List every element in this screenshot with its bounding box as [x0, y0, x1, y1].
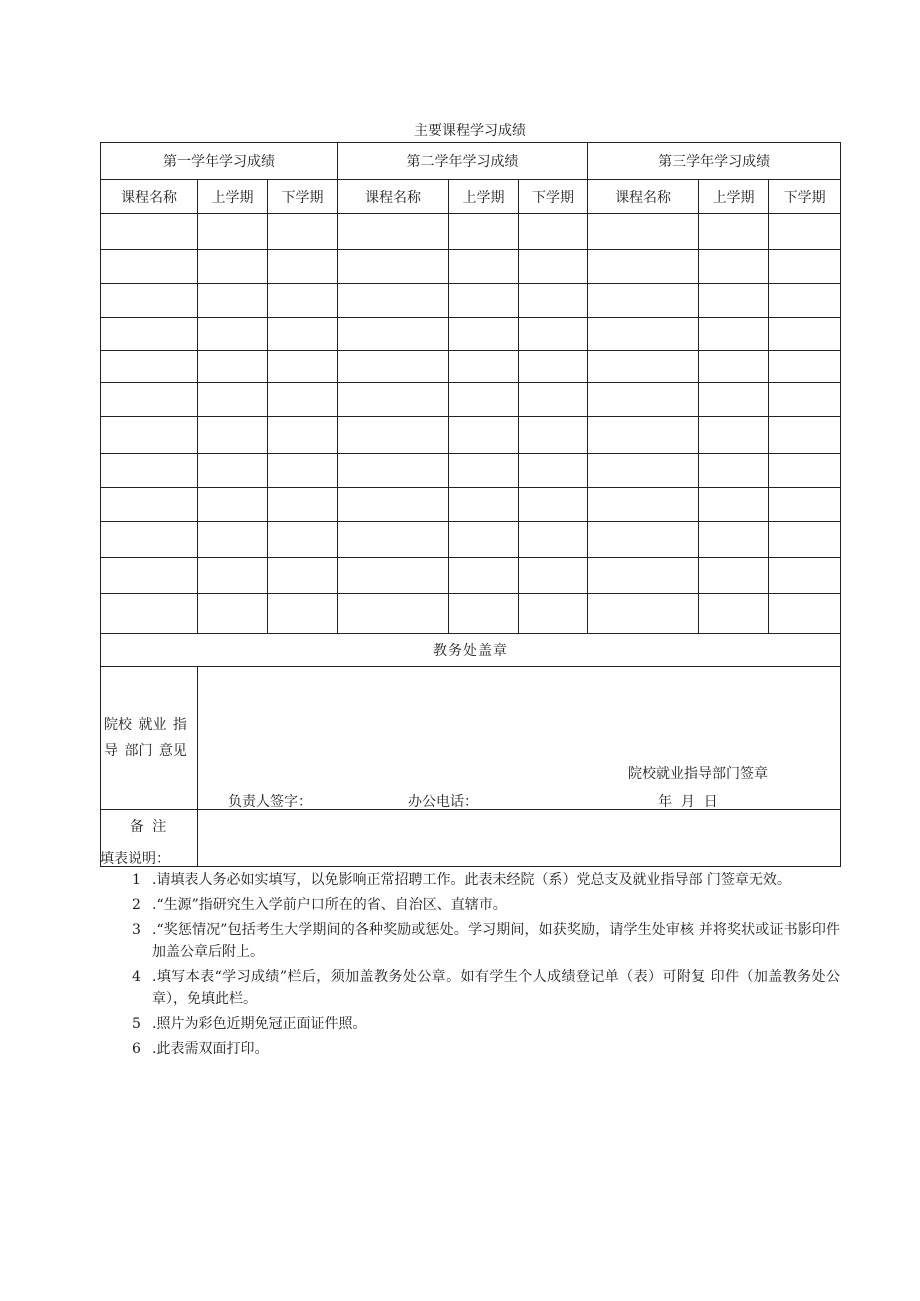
term1-header: 上学期 — [198, 180, 268, 214]
grade-cell[interactable] — [338, 488, 449, 522]
grade-cell[interactable] — [338, 318, 449, 351]
year-header-row — [101, 143, 841, 180]
grade-cell[interactable] — [101, 454, 198, 488]
grade-cell[interactable] — [338, 522, 449, 558]
grade-cell[interactable] — [699, 594, 769, 634]
grade-cell[interactable] — [769, 318, 841, 351]
term2-header: 下学期 — [519, 180, 588, 214]
grade-row — [101, 318, 841, 351]
grade-cell[interactable] — [588, 250, 699, 284]
grade-cell[interactable] — [769, 417, 841, 454]
instruction-item — [100, 1038, 840, 1060]
grade-row — [101, 284, 841, 318]
grade-cell[interactable] — [101, 594, 198, 634]
grade-cell[interactable] — [699, 318, 769, 351]
grade-cell[interactable] — [198, 558, 268, 594]
grade-row — [101, 522, 841, 558]
instruction-item — [100, 919, 840, 963]
grade-cell[interactable] — [588, 488, 699, 522]
grade-row — [101, 383, 841, 417]
grade-cell[interactable] — [101, 351, 198, 383]
grade-cell[interactable] — [519, 214, 588, 250]
grade-cell[interactable] — [101, 214, 198, 250]
instruction-number: 5 — [132, 1016, 141, 1032]
grade-row — [101, 594, 841, 634]
instruction-number: 2 — [132, 897, 141, 913]
grade-cell[interactable] — [449, 454, 519, 488]
grade-row — [101, 417, 841, 454]
grade-cell[interactable] — [588, 284, 699, 318]
grade-rows — [101, 214, 841, 634]
grade-cell[interactable] — [268, 594, 338, 634]
grade-cell[interactable] — [519, 594, 588, 634]
grade-cell[interactable] — [101, 558, 198, 594]
instruction-text: .请填表人务必如实填写，以免影响正常招聘工作。此表未经院（系）党总支及就业指导部 门签章无效。 — [152, 872, 791, 888]
instruction-item — [100, 1013, 840, 1035]
grade-cell[interactable] — [198, 383, 268, 417]
grade-row — [101, 351, 841, 383]
grade-cell[interactable] — [101, 383, 198, 417]
year-2-header: 第二学年学习成绩 — [338, 143, 588, 180]
grade-cell[interactable] — [268, 351, 338, 383]
grade-cell[interactable] — [588, 558, 699, 594]
grade-cell[interactable] — [519, 558, 588, 594]
term2-header: 下学期 — [769, 180, 841, 214]
grade-cell[interactable] — [268, 284, 338, 318]
grade-cell[interactable] — [519, 488, 588, 522]
instructions-title: 填表说明： — [100, 851, 170, 867]
remark-label: 备 注 — [101, 810, 198, 867]
grade-cell[interactable] — [769, 351, 841, 383]
grade-cell[interactable] — [519, 318, 588, 351]
grade-cell[interactable] — [699, 558, 769, 594]
grade-cell[interactable] — [588, 351, 699, 383]
grade-cell[interactable] — [268, 558, 338, 594]
grade-cell[interactable] — [198, 522, 268, 558]
grade-cell[interactable] — [699, 454, 769, 488]
grade-cell[interactable] — [588, 522, 699, 558]
grade-cell[interactable] — [699, 417, 769, 454]
grade-cell[interactable] — [769, 454, 841, 488]
grade-cell[interactable] — [268, 250, 338, 284]
grade-cell[interactable] — [268, 522, 338, 558]
phone-label: 办公电话： — [408, 794, 478, 810]
grade-row — [101, 214, 841, 250]
grade-cell[interactable] — [769, 284, 841, 318]
grade-cell[interactable] — [101, 318, 198, 351]
grade-cell[interactable] — [268, 318, 338, 351]
grade-cell[interactable] — [588, 214, 699, 250]
grade-cell[interactable] — [101, 522, 198, 558]
grade-row — [101, 558, 841, 594]
grade-cell[interactable] — [198, 284, 268, 318]
grade-cell[interactable] — [268, 488, 338, 522]
grade-cell[interactable] — [449, 250, 519, 284]
grade-cell[interactable] — [338, 454, 449, 488]
grade-cell[interactable] — [519, 250, 588, 284]
grade-cell[interactable] — [338, 594, 449, 634]
grade-cell[interactable] — [198, 594, 268, 634]
grade-cell[interactable] — [198, 417, 268, 454]
term2-header: 下学期 — [268, 180, 338, 214]
grade-row — [101, 250, 841, 284]
grade-cell[interactable] — [101, 284, 198, 318]
opinion-label: 院校 就业 指导 部门 意见 — [101, 667, 198, 810]
grade-cell[interactable] — [699, 250, 769, 284]
instruction-number: 3 — [132, 922, 141, 938]
grade-cell[interactable] — [449, 383, 519, 417]
grade-row — [101, 454, 841, 488]
instruction-item — [100, 966, 840, 1010]
grade-cell[interactable] — [588, 454, 699, 488]
course-name-header: 课程名称 — [588, 180, 699, 214]
grade-cell[interactable] — [519, 454, 588, 488]
grade-cell[interactable] — [699, 351, 769, 383]
grade-cell[interactable] — [449, 318, 519, 351]
term1-header: 上学期 — [699, 180, 769, 214]
instruction-item — [100, 894, 840, 916]
instruction-text: .此表需双面打印。 — [152, 1041, 269, 1057]
grade-cell[interactable] — [338, 250, 449, 284]
grade-cell[interactable] — [449, 558, 519, 594]
grade-cell[interactable] — [449, 522, 519, 558]
signer-label: 负责人签字： — [228, 794, 312, 810]
grade-cell[interactable] — [268, 214, 338, 250]
instruction-text: .填写本表“学习成绩”栏后，须加盖教务处公章。如有学生个人成绩登记单（表）可附复 印件（加盖教务处公章），免填此栏。 — [152, 969, 840, 1007]
grade-cell[interactable] — [101, 488, 198, 522]
dept-sign-label: 院校就业指导部门签章 — [628, 766, 768, 782]
grade-cell[interactable] — [588, 318, 699, 351]
grade-row — [101, 488, 841, 522]
opinion-row — [101, 667, 841, 810]
grade-cell[interactable] — [699, 522, 769, 558]
grade-cell[interactable] — [198, 488, 268, 522]
grade-cell[interactable] — [338, 351, 449, 383]
grade-cell[interactable] — [198, 351, 268, 383]
course-name-header: 课程名称 — [101, 180, 198, 214]
instruction-text: .“奖惩情况”包括考生大学期间的各种奖励或惩处。学习期间，如获奖励，请学生处审核 并将奖状或证书影印件加盖公章后附上。 — [152, 922, 840, 960]
grades-table — [100, 142, 841, 867]
grade-cell[interactable] — [519, 417, 588, 454]
grade-cell[interactable] — [699, 383, 769, 417]
grade-cell[interactable] — [449, 594, 519, 634]
grade-cell[interactable] — [198, 214, 268, 250]
grade-cell[interactable] — [588, 417, 699, 454]
course-name-header: 课程名称 — [338, 180, 449, 214]
grade-cell[interactable] — [769, 522, 841, 558]
instruction-number: 4 — [132, 969, 141, 985]
grade-cell[interactable] — [338, 417, 449, 454]
seal-row — [101, 634, 841, 667]
grade-cell[interactable] — [268, 417, 338, 454]
grade-cell[interactable] — [519, 351, 588, 383]
grade-cell[interactable] — [769, 250, 841, 284]
grade-cell[interactable] — [519, 383, 588, 417]
grade-cell[interactable] — [449, 351, 519, 383]
grade-cell[interactable] — [198, 250, 268, 284]
grade-cell[interactable] — [519, 284, 588, 318]
date-label: 年 月 日 — [658, 794, 718, 810]
grade-cell[interactable] — [268, 383, 338, 417]
grade-cell[interactable] — [338, 558, 449, 594]
grade-cell[interactable] — [769, 488, 841, 522]
instructions-list — [100, 869, 840, 1060]
grade-cell[interactable] — [198, 318, 268, 351]
grade-cell[interactable] — [101, 417, 198, 454]
grade-cell[interactable] — [588, 594, 699, 634]
grade-cell[interactable] — [588, 383, 699, 417]
seal-label: 教务处盖章 — [101, 634, 841, 667]
opinion-field[interactable] — [198, 667, 841, 810]
grade-cell[interactable] — [338, 383, 449, 417]
year-1-header: 第一学年学习成绩 — [101, 143, 338, 180]
grade-cell[interactable] — [449, 284, 519, 318]
grade-cell[interactable] — [449, 417, 519, 454]
grade-cell[interactable] — [769, 383, 841, 417]
instruction-number: 1 — [132, 872, 141, 888]
instruction-item — [100, 869, 840, 891]
grade-cell[interactable] — [519, 522, 588, 558]
fill-instructions — [100, 849, 840, 1063]
year-3-header: 第三学年学习成绩 — [588, 143, 841, 180]
page-title: 主要课程学习成绩 — [414, 123, 526, 139]
instruction-text: .“生源”指研究生入学前户口所在的省、自治区、直辖市。 — [152, 897, 507, 913]
instruction-number: 6 — [132, 1041, 141, 1057]
grade-cell[interactable] — [699, 214, 769, 250]
grade-cell[interactable] — [449, 214, 519, 250]
grade-cell[interactable] — [699, 488, 769, 522]
grade-cell[interactable] — [338, 284, 449, 318]
grade-cell[interactable] — [769, 558, 841, 594]
grade-cell[interactable] — [769, 214, 841, 250]
instruction-text: .照片为彩色近期免冠正面证件照。 — [152, 1016, 367, 1032]
term1-header: 上学期 — [449, 180, 519, 214]
grade-cell[interactable] — [268, 454, 338, 488]
grade-cell[interactable] — [449, 488, 519, 522]
grade-cell[interactable] — [769, 594, 841, 634]
grade-cell[interactable] — [101, 250, 198, 284]
grade-cell[interactable] — [338, 214, 449, 250]
column-header-row — [101, 180, 841, 214]
grade-cell[interactable] — [198, 454, 268, 488]
grade-cell[interactable] — [699, 284, 769, 318]
